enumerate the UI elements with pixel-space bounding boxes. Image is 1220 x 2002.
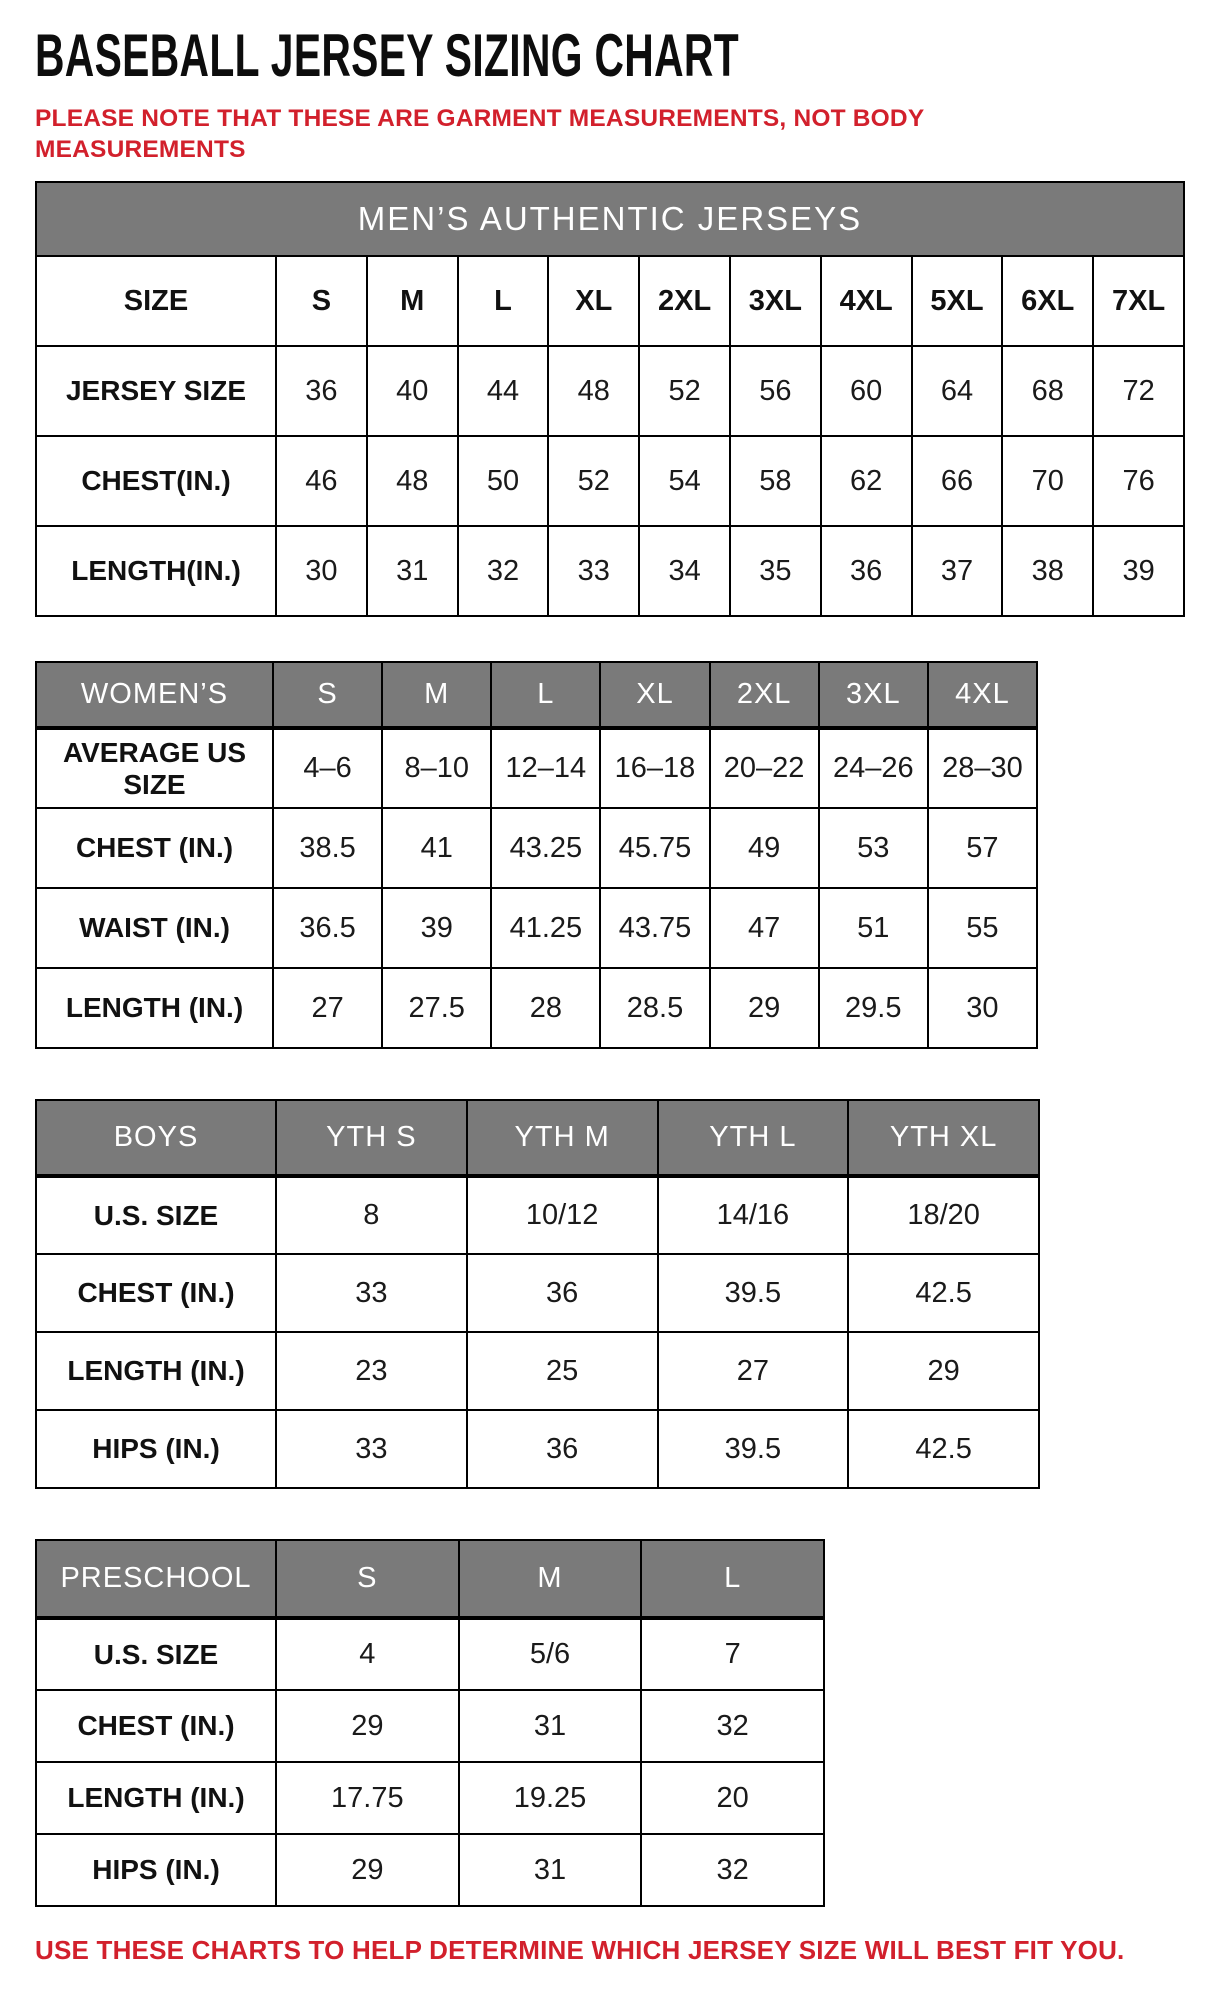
value-cell: 38.5 bbox=[273, 808, 382, 888]
header-row bbox=[36, 1540, 824, 1618]
value-cell: 31 bbox=[459, 1834, 642, 1906]
value-cell: 43.75 bbox=[600, 888, 709, 968]
table-row bbox=[36, 1254, 1039, 1332]
value-cell: 30 bbox=[928, 968, 1037, 1048]
value-cell: 68 bbox=[1002, 346, 1093, 436]
value-cell: 27 bbox=[273, 968, 382, 1048]
value-cell: 62 bbox=[821, 436, 912, 526]
header-label-cell: SIZE bbox=[36, 256, 276, 346]
value-cell: 5/6 bbox=[459, 1618, 642, 1690]
value-cell: 49 bbox=[710, 808, 819, 888]
column-header-cell: 5XL bbox=[912, 256, 1003, 346]
value-cell: 23 bbox=[276, 1332, 467, 1410]
column-header-cell: 7XL bbox=[1093, 256, 1184, 346]
value-cell: 70 bbox=[1002, 436, 1093, 526]
value-cell: 4–6 bbox=[273, 728, 382, 808]
value-cell: 37 bbox=[912, 526, 1003, 616]
value-cell: 35 bbox=[730, 526, 821, 616]
column-header-cell: 4XL bbox=[821, 256, 912, 346]
column-header-cell: 6XL bbox=[1002, 256, 1093, 346]
row-label-cell: JERSEY SIZE bbox=[36, 346, 276, 436]
column-header-cell: YTH XL bbox=[848, 1100, 1039, 1176]
page-title: BASEBALL JERSEY SIZING CHART bbox=[35, 22, 739, 89]
value-cell: 29 bbox=[848, 1332, 1039, 1410]
womens-sizing-table bbox=[35, 661, 1038, 1049]
column-header-cell: 3XL bbox=[730, 256, 821, 346]
column-header-cell: YTH L bbox=[658, 1100, 849, 1176]
value-cell: 28–30 bbox=[928, 728, 1037, 808]
row-label-cell: LENGTH (IN.) bbox=[36, 1332, 276, 1410]
column-header-cell: YTH S bbox=[276, 1100, 467, 1176]
table-row bbox=[36, 1332, 1039, 1410]
value-cell: 50 bbox=[458, 436, 549, 526]
value-cell: 39 bbox=[382, 888, 491, 968]
row-label-cell: LENGTH (IN.) bbox=[36, 968, 273, 1048]
column-header-cell: XL bbox=[548, 256, 639, 346]
value-cell: 29 bbox=[710, 968, 819, 1048]
value-cell: 31 bbox=[367, 526, 458, 616]
table-row bbox=[36, 346, 1184, 436]
value-cell: 29 bbox=[276, 1834, 459, 1906]
column-header-cell: L bbox=[491, 662, 600, 728]
value-cell: 41.25 bbox=[491, 888, 600, 968]
value-cell: 8–10 bbox=[382, 728, 491, 808]
value-cell: 46 bbox=[276, 436, 367, 526]
value-cell: 33 bbox=[548, 526, 639, 616]
value-cell: 32 bbox=[641, 1834, 824, 1906]
column-header-cell: M bbox=[459, 1540, 642, 1618]
value-cell: 32 bbox=[641, 1690, 824, 1762]
table-row bbox=[36, 808, 1037, 888]
value-cell: 17.75 bbox=[276, 1762, 459, 1834]
row-label-cell: U.S. SIZE bbox=[36, 1618, 276, 1690]
table-row bbox=[36, 1762, 824, 1834]
row-label-cell: LENGTH(IN.) bbox=[36, 526, 276, 616]
column-header-cell: 2XL bbox=[639, 256, 730, 346]
column-header-cell: YTH M bbox=[467, 1100, 658, 1176]
fit-advice-note: USE THESE CHARTS TO HELP DETERMINE WHICH JERSEY SIZE WILL BEST FIT YOU. bbox=[35, 1935, 1125, 1966]
row-label-cell: CHEST (IN.) bbox=[36, 808, 273, 888]
row-label-cell: U.S. SIZE bbox=[36, 1176, 276, 1254]
table-row bbox=[36, 436, 1184, 526]
value-cell: 16–18 bbox=[600, 728, 709, 808]
column-header-cell: 3XL bbox=[819, 662, 928, 728]
value-cell: 19.25 bbox=[459, 1762, 642, 1834]
row-label-cell: CHEST (IN.) bbox=[36, 1254, 276, 1332]
value-cell: 42.5 bbox=[848, 1254, 1039, 1332]
table-banner: MEN’S AUTHENTIC JERSEYS bbox=[36, 182, 1184, 256]
row-label-cell: AVERAGE US SIZE bbox=[36, 728, 273, 808]
row-label-cell: HIPS (IN.) bbox=[36, 1410, 276, 1488]
value-cell: 12–14 bbox=[491, 728, 600, 808]
table-row bbox=[36, 1176, 1039, 1254]
header-label-cell: PRESCHOOL bbox=[36, 1540, 276, 1618]
value-cell: 14/16 bbox=[658, 1176, 849, 1254]
table-row bbox=[36, 1690, 824, 1762]
value-cell: 45.75 bbox=[600, 808, 709, 888]
banner-row bbox=[36, 182, 1184, 256]
value-cell: 4 bbox=[276, 1618, 459, 1690]
header-row bbox=[36, 256, 1184, 346]
value-cell: 10/12 bbox=[467, 1176, 658, 1254]
value-cell: 76 bbox=[1093, 436, 1184, 526]
column-header-cell: XL bbox=[600, 662, 709, 728]
value-cell: 39 bbox=[1093, 526, 1184, 616]
value-cell: 58 bbox=[730, 436, 821, 526]
column-header-cell: S bbox=[276, 256, 367, 346]
value-cell: 40 bbox=[367, 346, 458, 436]
column-header-cell: 4XL bbox=[928, 662, 1037, 728]
column-header-cell: 2XL bbox=[710, 662, 819, 728]
column-header-cell: M bbox=[382, 662, 491, 728]
value-cell: 27.5 bbox=[382, 968, 491, 1048]
row-label-cell: LENGTH (IN.) bbox=[36, 1762, 276, 1834]
value-cell: 36 bbox=[821, 526, 912, 616]
column-header-cell: L bbox=[641, 1540, 824, 1618]
value-cell: 36.5 bbox=[273, 888, 382, 968]
column-header-cell: S bbox=[273, 662, 382, 728]
value-cell: 28 bbox=[491, 968, 600, 1048]
table-row bbox=[36, 1618, 824, 1690]
header-label-cell: WOMEN’S bbox=[36, 662, 273, 728]
value-cell: 27 bbox=[658, 1332, 849, 1410]
value-cell: 34 bbox=[639, 526, 730, 616]
header-label-cell: BOYS bbox=[36, 1100, 276, 1176]
value-cell: 25 bbox=[467, 1332, 658, 1410]
table-row bbox=[36, 526, 1184, 616]
value-cell: 20–22 bbox=[710, 728, 819, 808]
value-cell: 54 bbox=[639, 436, 730, 526]
value-cell: 41 bbox=[382, 808, 491, 888]
value-cell: 43.25 bbox=[491, 808, 600, 888]
value-cell: 53 bbox=[819, 808, 928, 888]
value-cell: 29 bbox=[276, 1690, 459, 1762]
value-cell: 56 bbox=[730, 346, 821, 436]
value-cell: 8 bbox=[276, 1176, 467, 1254]
column-header-cell: L bbox=[458, 256, 549, 346]
table-row bbox=[36, 1834, 824, 1906]
header-row bbox=[36, 662, 1037, 728]
value-cell: 31 bbox=[459, 1690, 642, 1762]
value-cell: 57 bbox=[928, 808, 1037, 888]
mens-authentic-jerseys-table bbox=[35, 181, 1185, 617]
value-cell: 47 bbox=[710, 888, 819, 968]
value-cell: 66 bbox=[912, 436, 1003, 526]
value-cell: 55 bbox=[928, 888, 1037, 968]
table-row bbox=[36, 1410, 1039, 1488]
value-cell: 28.5 bbox=[600, 968, 709, 1048]
value-cell: 39.5 bbox=[658, 1254, 849, 1332]
value-cell: 48 bbox=[548, 346, 639, 436]
value-cell: 36 bbox=[276, 346, 367, 436]
value-cell: 52 bbox=[639, 346, 730, 436]
value-cell: 39.5 bbox=[658, 1410, 849, 1488]
value-cell: 33 bbox=[276, 1254, 467, 1332]
row-label-cell: CHEST (IN.) bbox=[36, 1690, 276, 1762]
value-cell: 72 bbox=[1093, 346, 1184, 436]
table-row bbox=[36, 888, 1037, 968]
table-row bbox=[36, 728, 1037, 808]
table-row bbox=[36, 968, 1037, 1048]
value-cell: 48 bbox=[367, 436, 458, 526]
value-cell: 32 bbox=[458, 526, 549, 616]
value-cell: 51 bbox=[819, 888, 928, 968]
row-label-cell: HIPS (IN.) bbox=[36, 1834, 276, 1906]
value-cell: 64 bbox=[912, 346, 1003, 436]
row-label-cell: WAIST (IN.) bbox=[36, 888, 273, 968]
row-label-cell: CHEST(IN.) bbox=[36, 436, 276, 526]
value-cell: 30 bbox=[276, 526, 367, 616]
value-cell: 42.5 bbox=[848, 1410, 1039, 1488]
header-row bbox=[36, 1100, 1039, 1176]
value-cell: 20 bbox=[641, 1762, 824, 1834]
value-cell: 29.5 bbox=[819, 968, 928, 1048]
value-cell: 18/20 bbox=[848, 1176, 1039, 1254]
value-cell: 7 bbox=[641, 1618, 824, 1690]
value-cell: 52 bbox=[548, 436, 639, 526]
column-header-cell: M bbox=[367, 256, 458, 346]
value-cell: 33 bbox=[276, 1410, 467, 1488]
value-cell: 24–26 bbox=[819, 728, 928, 808]
value-cell: 60 bbox=[821, 346, 912, 436]
garment-measurements-note: PLEASE NOTE THAT THESE ARE GARMENT MEASUREMENTS, NOT BODY MEASUREMENTS bbox=[35, 105, 924, 163]
value-cell: 36 bbox=[467, 1254, 658, 1332]
preschool-sizing-table bbox=[35, 1539, 825, 1907]
boys-sizing-table bbox=[35, 1099, 1040, 1489]
value-cell: 38 bbox=[1002, 526, 1093, 616]
value-cell: 36 bbox=[467, 1410, 658, 1488]
column-header-cell: S bbox=[276, 1540, 459, 1618]
value-cell: 44 bbox=[458, 346, 549, 436]
